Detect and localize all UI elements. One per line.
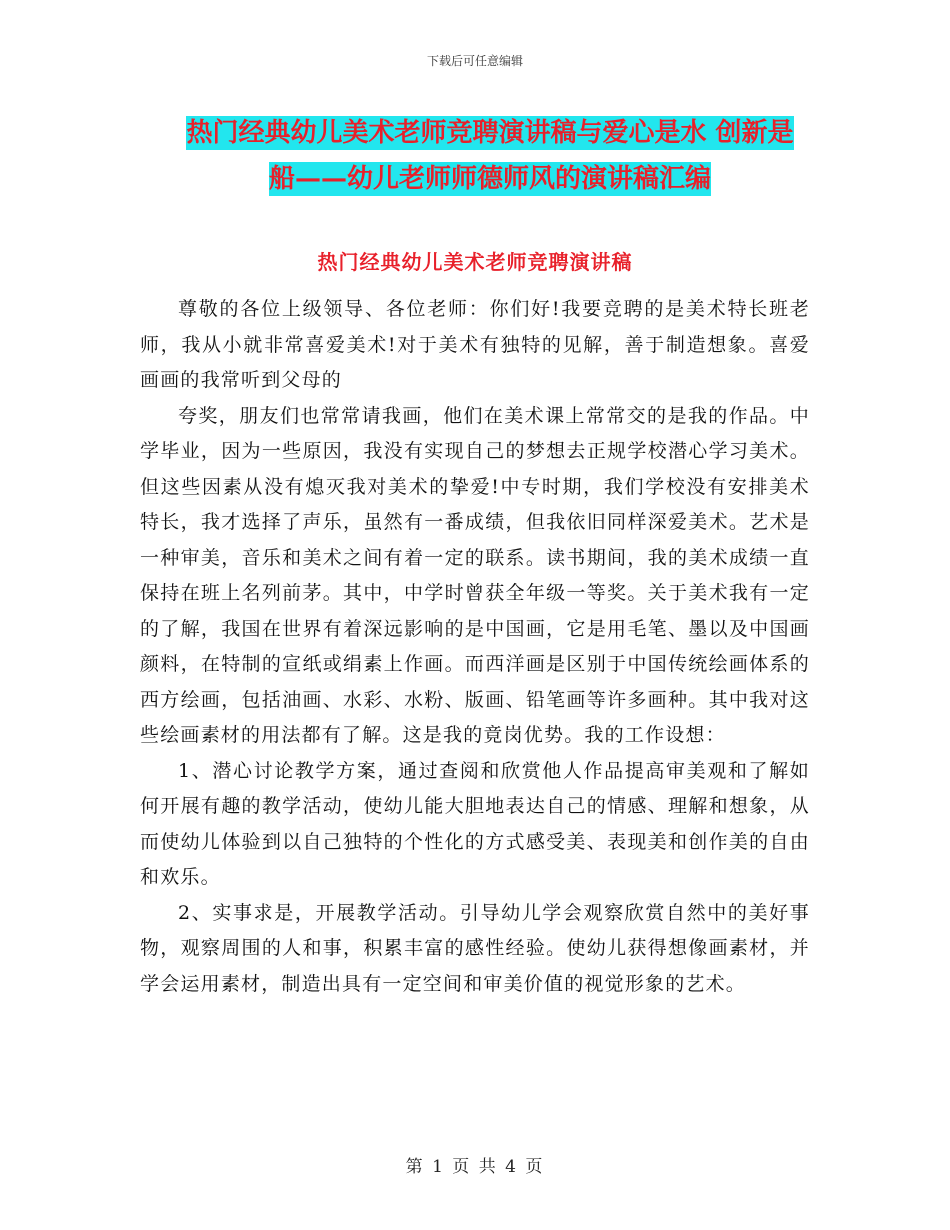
paragraph: 2、实事求是，开展教学活动。引导幼儿学会观察欣赏自然中的美好事物，观察周围的人和事，积累丰富的感性经验。使幼儿获得想像画素材，并学会运用素材，制造出具有一定空间和审美价值的视觉形象的艺术。 (140, 901, 810, 995)
section-title: 热门经典幼儿美术老师竞聘演讲稿 (317, 250, 633, 274)
title-line-2: 船——幼儿老师师德师风的演讲稿汇编 (268, 164, 711, 194)
body-text (140, 292, 810, 1002)
page-header-note: 下载后可任意编辑 (426, 54, 523, 68)
document-title (140, 110, 840, 202)
paragraph: 夸奖，朋友们也常常请我画，他们在美术课上常常交的是我的作品。中学毕业，因为一些原因，我没有实现自己的梦想去正规学校潜心学习美术。但这些因素从没有熄灭我对美术的挚爱!中专时期，我们学校没有安排美术特长，我才选择了声乐，虽然有一番成绩，但我依旧同样深爱美术。艺术是一种审美，音乐和美术之间有着一定的联系。读书期间，我的美术成绩一直保持在班上名列前茅。其中，中学时曾获全年级一等奖。关于美术我有一定的了解，我国在世界有着深远影响的是中国画，它是用毛笔、墨以及中国画颜料，在特制的宣纸或绢素上作画。而西洋画是区别于中国传统绘画体系的西方绘画，包括油画、水彩、水粉、版画、铅笔画等许多画种。其中我对这些绘画素材的用法都有了解。这是我的竟岗优势。我的工作设想： (140, 404, 810, 746)
paragraph: 1、潜心讨论教学方案，通过查阅和欣赏他人作品提高审美观和了解如何开展有趣的教学活动，使幼儿能大胆地表达自己的情感、理解和想象，从而使幼儿体验到以自己独特的个性化的方式感受美、表现美和创作美的自由和欢乐。 (140, 759, 810, 888)
title-line-1: 热门经典幼儿美术老师竞聘演讲稿与爱心是水 创新是 (186, 118, 794, 148)
page-footer-number: 第 1 页 共 4 页 (405, 1157, 545, 1177)
paragraph: 尊敬的各位上级领导、各位老师：你们好!我要竞聘的是美术特长班老师，我从小就非常喜爱美术!对于美术有独特的见解，善于制造想象。喜爱画画的我常听到父母的 (140, 298, 810, 391)
